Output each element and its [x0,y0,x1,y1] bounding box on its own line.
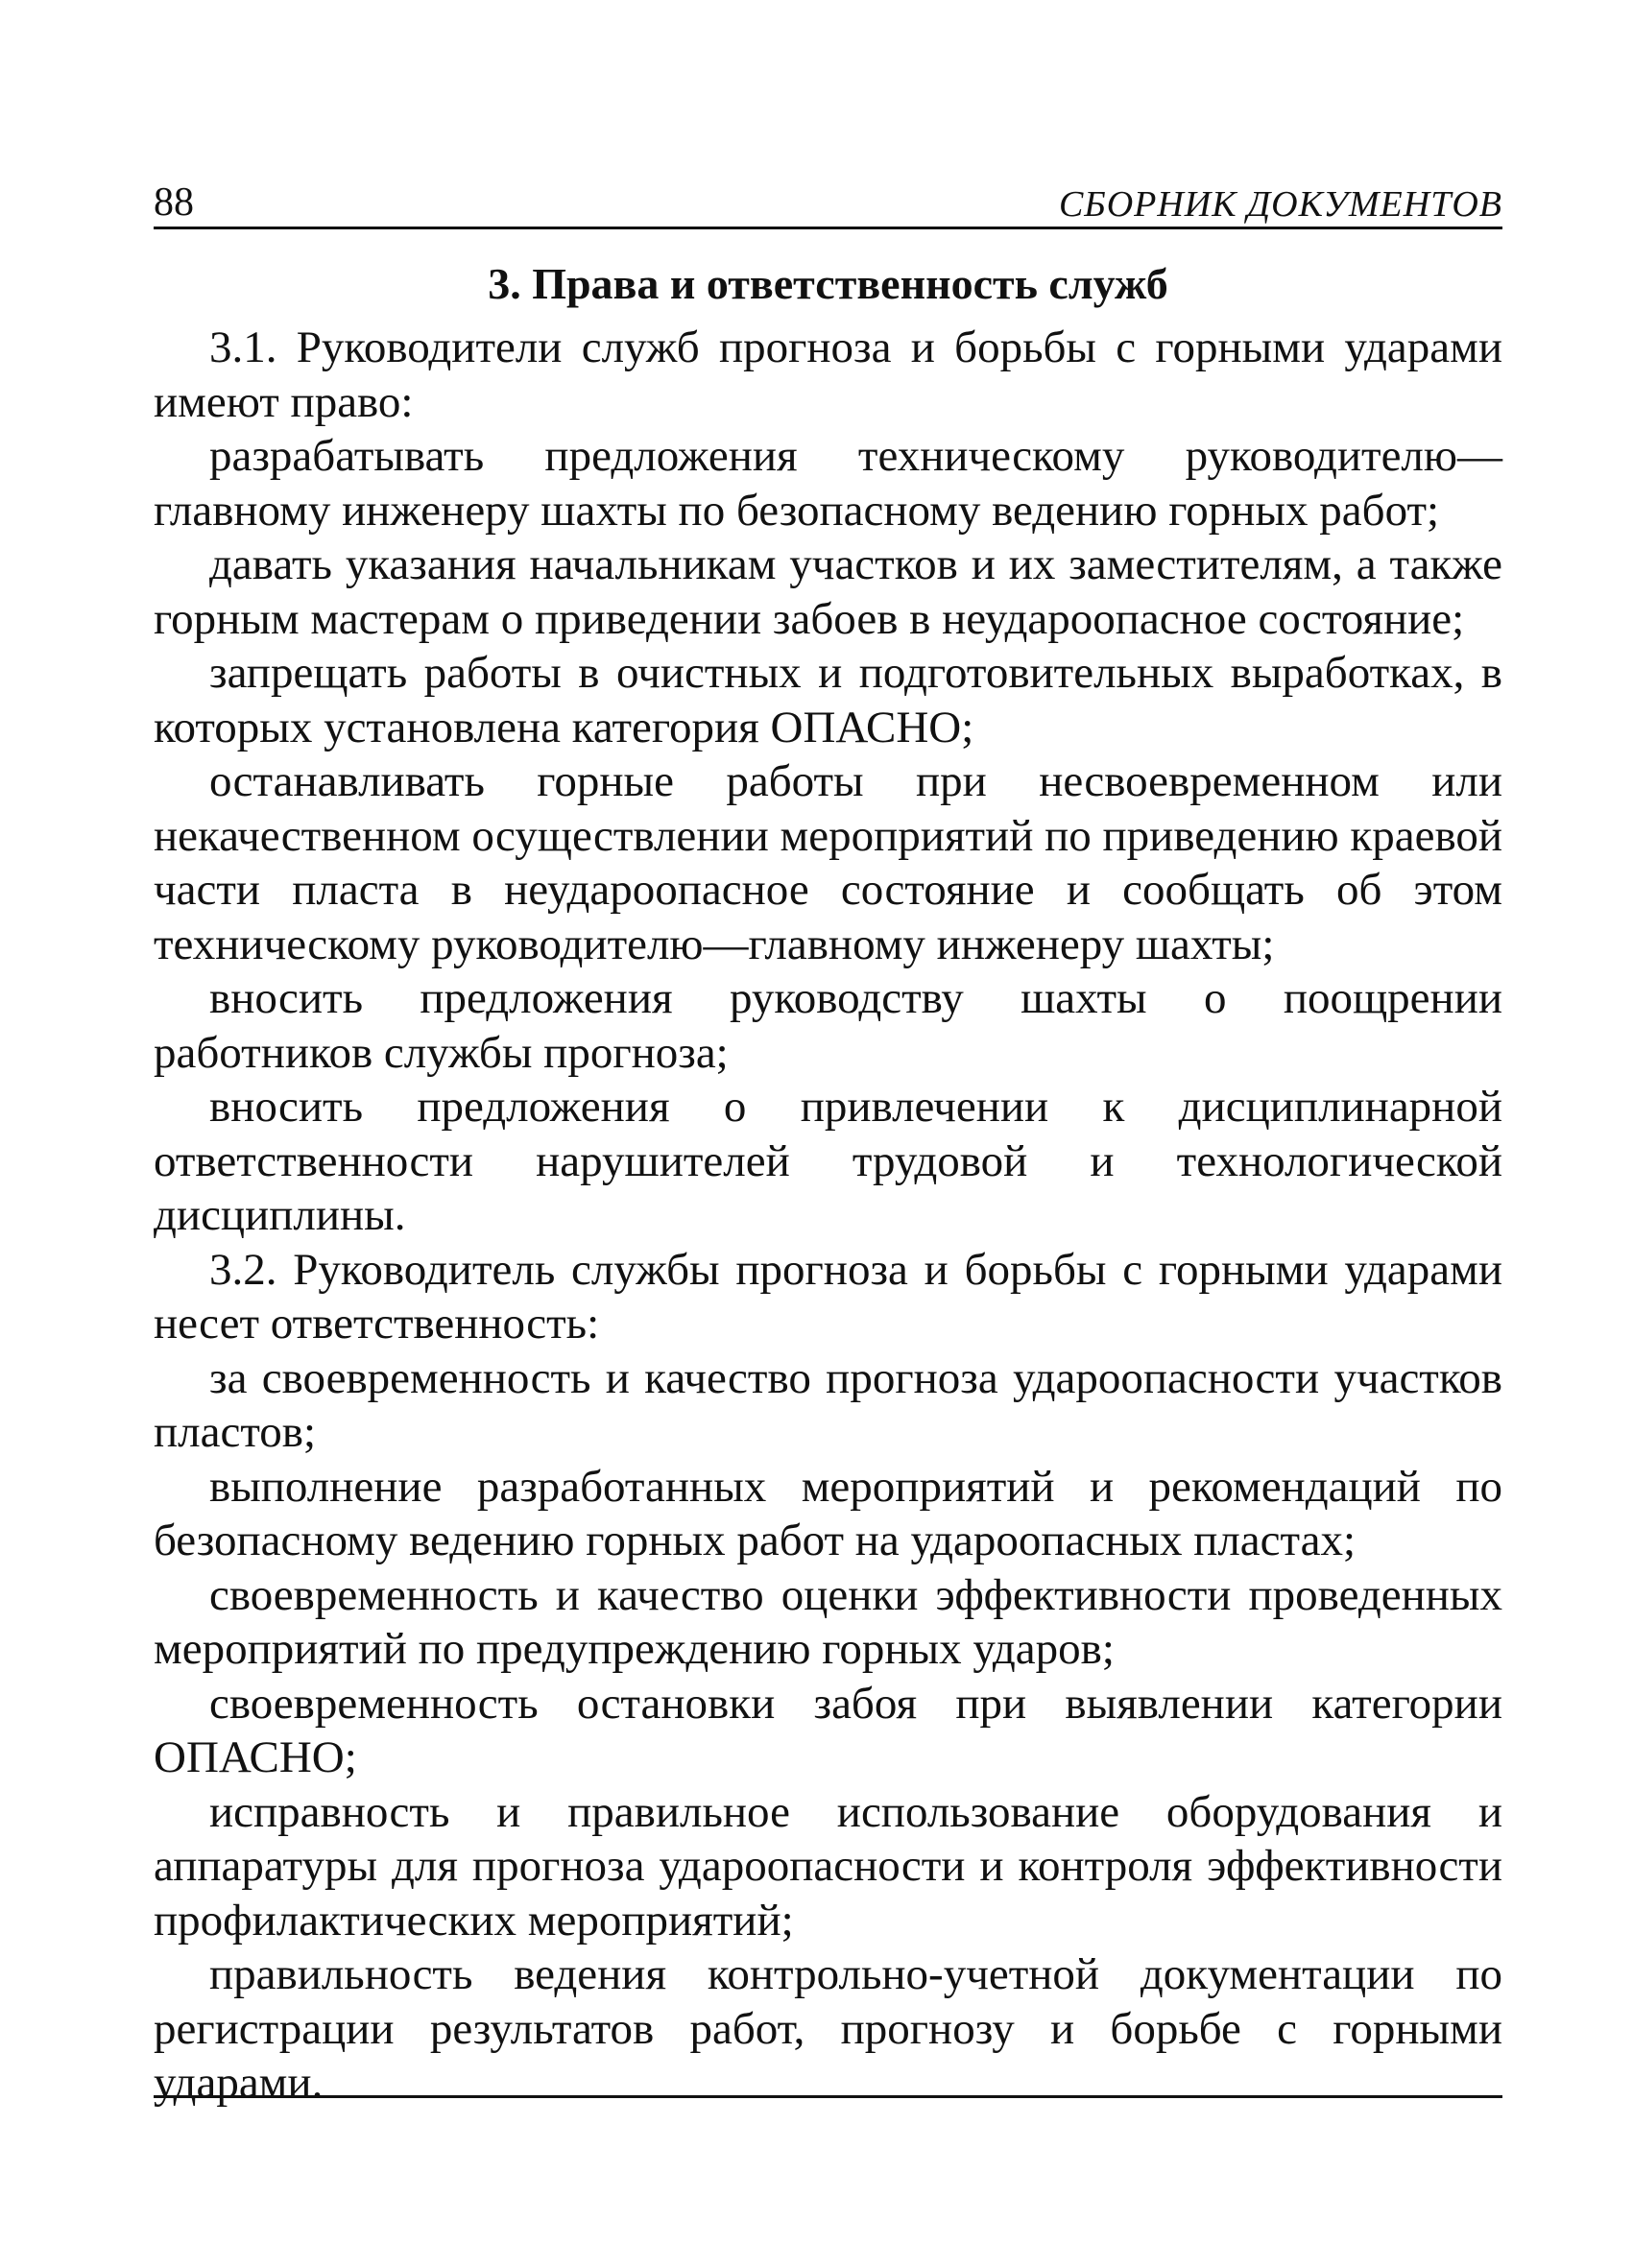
paragraph: своевременность остановки забоя при выявлении категории ОПАСНО; [154,1678,1502,1782]
paragraph: вносить предложения о привлечении к дисциплинарной ответственности нарушителей трудовой и технологической дисциплины. [154,1082,1502,1240]
paragraph-responsibility-intro: 3.2. Руководитель службы прогноза и борьбы с горными ударами несет ответственность: [154,1244,1502,1349]
page-number: 88 [154,180,194,225]
paragraph: своевременность и качество оценки эффективности проведенных мероприятий по предупреждению горных ударов; [154,1569,1502,1674]
paragraph: давать указания начальникам участков и их заместителям, а также горным мастерам о приведении забоев в неудароопасное состояние; [154,539,1502,644]
paragraph: правильность ведения контрольно-учетной документации по регистрации результатов работ, прогнозу и борьбе с горными ударами. [154,1949,1502,2108]
paragraph: исправность и правильное использование оборудования и аппаратуры для прогноза удароопасности и контроля эффективности профилактических мероприятий; [154,1786,1502,1946]
paragraph: выполнение разработанных мероприятий и рекомендаций по безопасному ведению горных работ на удароопасных пластах; [154,1461,1502,1565]
paragraph: за своевременность и качество прогноза удароопасности участков пластов; [154,1352,1502,1457]
footer-rule [154,2095,1502,2098]
body-text [154,321,1502,2111]
section-title: 3. Права и ответственность служб [488,259,1168,308]
running-title: СБОРНИК ДОКУМЕНТОВ [1058,184,1502,225]
paragraph: запрещать работы в очистных и подготовительных выработках, в которых установлена категория ОПАСНО; [154,648,1502,752]
paragraph-rights-intro: 3.1. Руководители служб прогноза и борьбы с горными ударами имеют право: [154,322,1502,427]
paragraph: останавливать горные работы при несвоевременном или некачественном осуществлении мероприятий по приведению краевой части пласта в неудароопасное состояние и сообщать об этом техническому руководителю—главному инженеру шахты; [154,756,1502,969]
paragraph: разрабатывать предложения техническому руководителю—главному инженеру шахты по безопасному ведению горных работ; [154,431,1502,536]
page-header [154,173,1502,229]
paragraph: вносить предложения руководству шахты о поощрении работников службы прогноза; [154,973,1502,1078]
